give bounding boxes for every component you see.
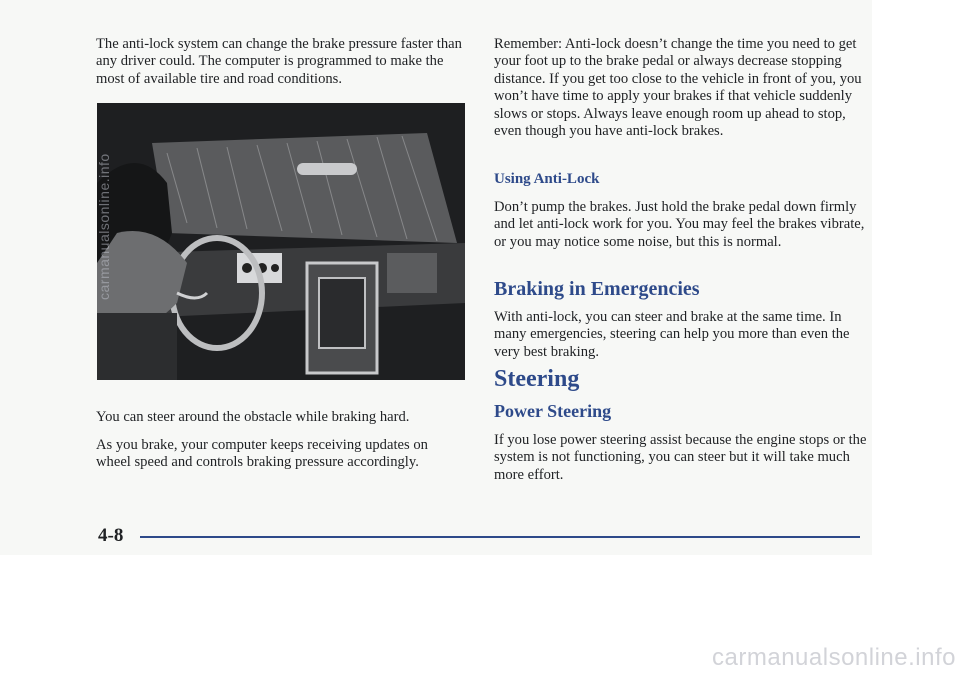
braking-emergencies-heading: Braking in Emergencies [494, 278, 700, 300]
bottom-watermark: carmanualsonline.info [712, 644, 956, 671]
side-watermark: carmanualsonline.info [96, 153, 112, 300]
braking-emergencies-paragraph: With anti-lock, you can steer and brake at the same time. In many emergencies, steering can help you more than even the very best braking. [494, 309, 850, 360]
remember-paragraph: Remember: Anti-lock doesn’t change the time you need to get your foot up to the brake pedal or always decrease stopping distance. If you get too close to the vehicle in front of you, you won’t have time to apply your brakes if that vehicle suddenly slows or stops. Always leave enough room up ahead to stop, even though you have anti-lock brakes. [494, 36, 862, 140]
page-number: 4-8 [98, 525, 124, 546]
brake-update-paragraph: As you brake, your computer keeps receiving updates on wheel speed and controls braking pressure accordingly. [96, 437, 428, 471]
footer-rule [140, 536, 860, 538]
driver-steering-illustration [97, 103, 465, 380]
power-steering-heading: Power Steering [494, 401, 612, 421]
power-steering-paragraph: If you lose power steering assist because the engine stops or the system is not functioning, you can steer but it will take much more effort. [494, 432, 867, 483]
using-anti-lock-paragraph: Don’t pump the brakes. Just hold the brake pedal down firmly and let anti-lock work for you. You may feel the brakes vibrate, or you may notice some noise, but this is normal. [494, 199, 865, 250]
steering-heading: Steering [494, 366, 580, 392]
using-anti-lock-heading: Using Anti-Lock [494, 171, 600, 187]
illustration-caption: You can steer around the obstacle while braking hard. [96, 409, 410, 425]
intro-paragraph: The anti-lock system can change the brake pressure faster than any driver could. The computer is programmed to make the most of available tire and road conditions. [96, 36, 462, 87]
